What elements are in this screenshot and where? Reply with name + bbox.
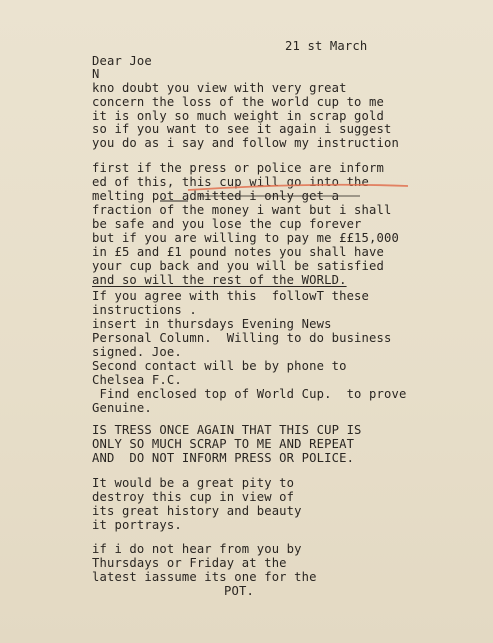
para5-line: It would be a great pity to xyxy=(92,476,295,490)
letter-date: 21 st March xyxy=(285,39,368,53)
para3-line: Personal Column. Willing to do business xyxy=(92,331,392,345)
para2-line: melting pot admitted i only get a xyxy=(92,189,340,203)
para2-line: be safe and you lose the cup forever xyxy=(92,217,362,231)
para1-line: it is only so much weight in scrap gold xyxy=(92,109,385,123)
para2-line: fraction of the money i want but i shall xyxy=(92,203,392,217)
letter-signoff: POT. xyxy=(224,584,254,598)
para3-line: signed. Joe. xyxy=(92,345,182,359)
letter-salutation: Dear Joe xyxy=(92,54,152,68)
para1-line: so if you want to see it again i suggest xyxy=(92,122,392,136)
stray-letter: N xyxy=(92,67,100,81)
para4-line: ONLY SO MUCH SCRAP TO ME AND REPEAT xyxy=(92,437,355,451)
para2-line: ed of this, this cup will go into the xyxy=(92,175,370,189)
para3-line: Chelsea F.C. xyxy=(92,373,182,387)
para3-line: Second contact will be by phone to xyxy=(92,359,347,373)
para5-line: its great history and beauty xyxy=(92,504,302,518)
para2-line: your cup back and you will be satisfied xyxy=(92,259,385,273)
para1-line: kno doubt you view with very great xyxy=(92,81,347,95)
para6-line: if i do not hear from you by xyxy=(92,542,302,556)
para3-line: Find enclosed top of World Cup. to prove xyxy=(92,387,407,401)
para6-line: latest iassume its one for the xyxy=(92,570,317,584)
para3-line: Genuine. xyxy=(92,401,152,415)
para5-line: it portrays. xyxy=(92,518,182,532)
para2-line: in £5 and £1 pound notes you shall have xyxy=(92,245,385,259)
para5-line: destroy this cup in view of xyxy=(92,490,295,504)
para3-line: If you agree with this followT these xyxy=(92,289,370,303)
para2-line-underlined: and so will the rest of the WORLD. xyxy=(92,273,347,287)
para4-line: AND DO NOT INFORM PRESS OR POLICE. xyxy=(92,451,355,465)
para3-line: instructions . xyxy=(92,303,197,317)
para2-line: first if the press or police are inform xyxy=(92,161,385,175)
para4-line: IS TRESS ONCE AGAIN THAT THIS CUP IS xyxy=(92,423,362,437)
para1-line: concern the loss of the world cup to me xyxy=(92,95,385,109)
para3-line: insert in thursdays Evening News xyxy=(92,317,332,331)
red-pencil-underline xyxy=(188,185,408,190)
para1-line: you do as i say and follow my instruction xyxy=(92,136,399,150)
para2-line: but if you are willing to pay me ££15,000 xyxy=(92,231,399,245)
para6-line: Thursdays or Friday at the xyxy=(92,556,287,570)
